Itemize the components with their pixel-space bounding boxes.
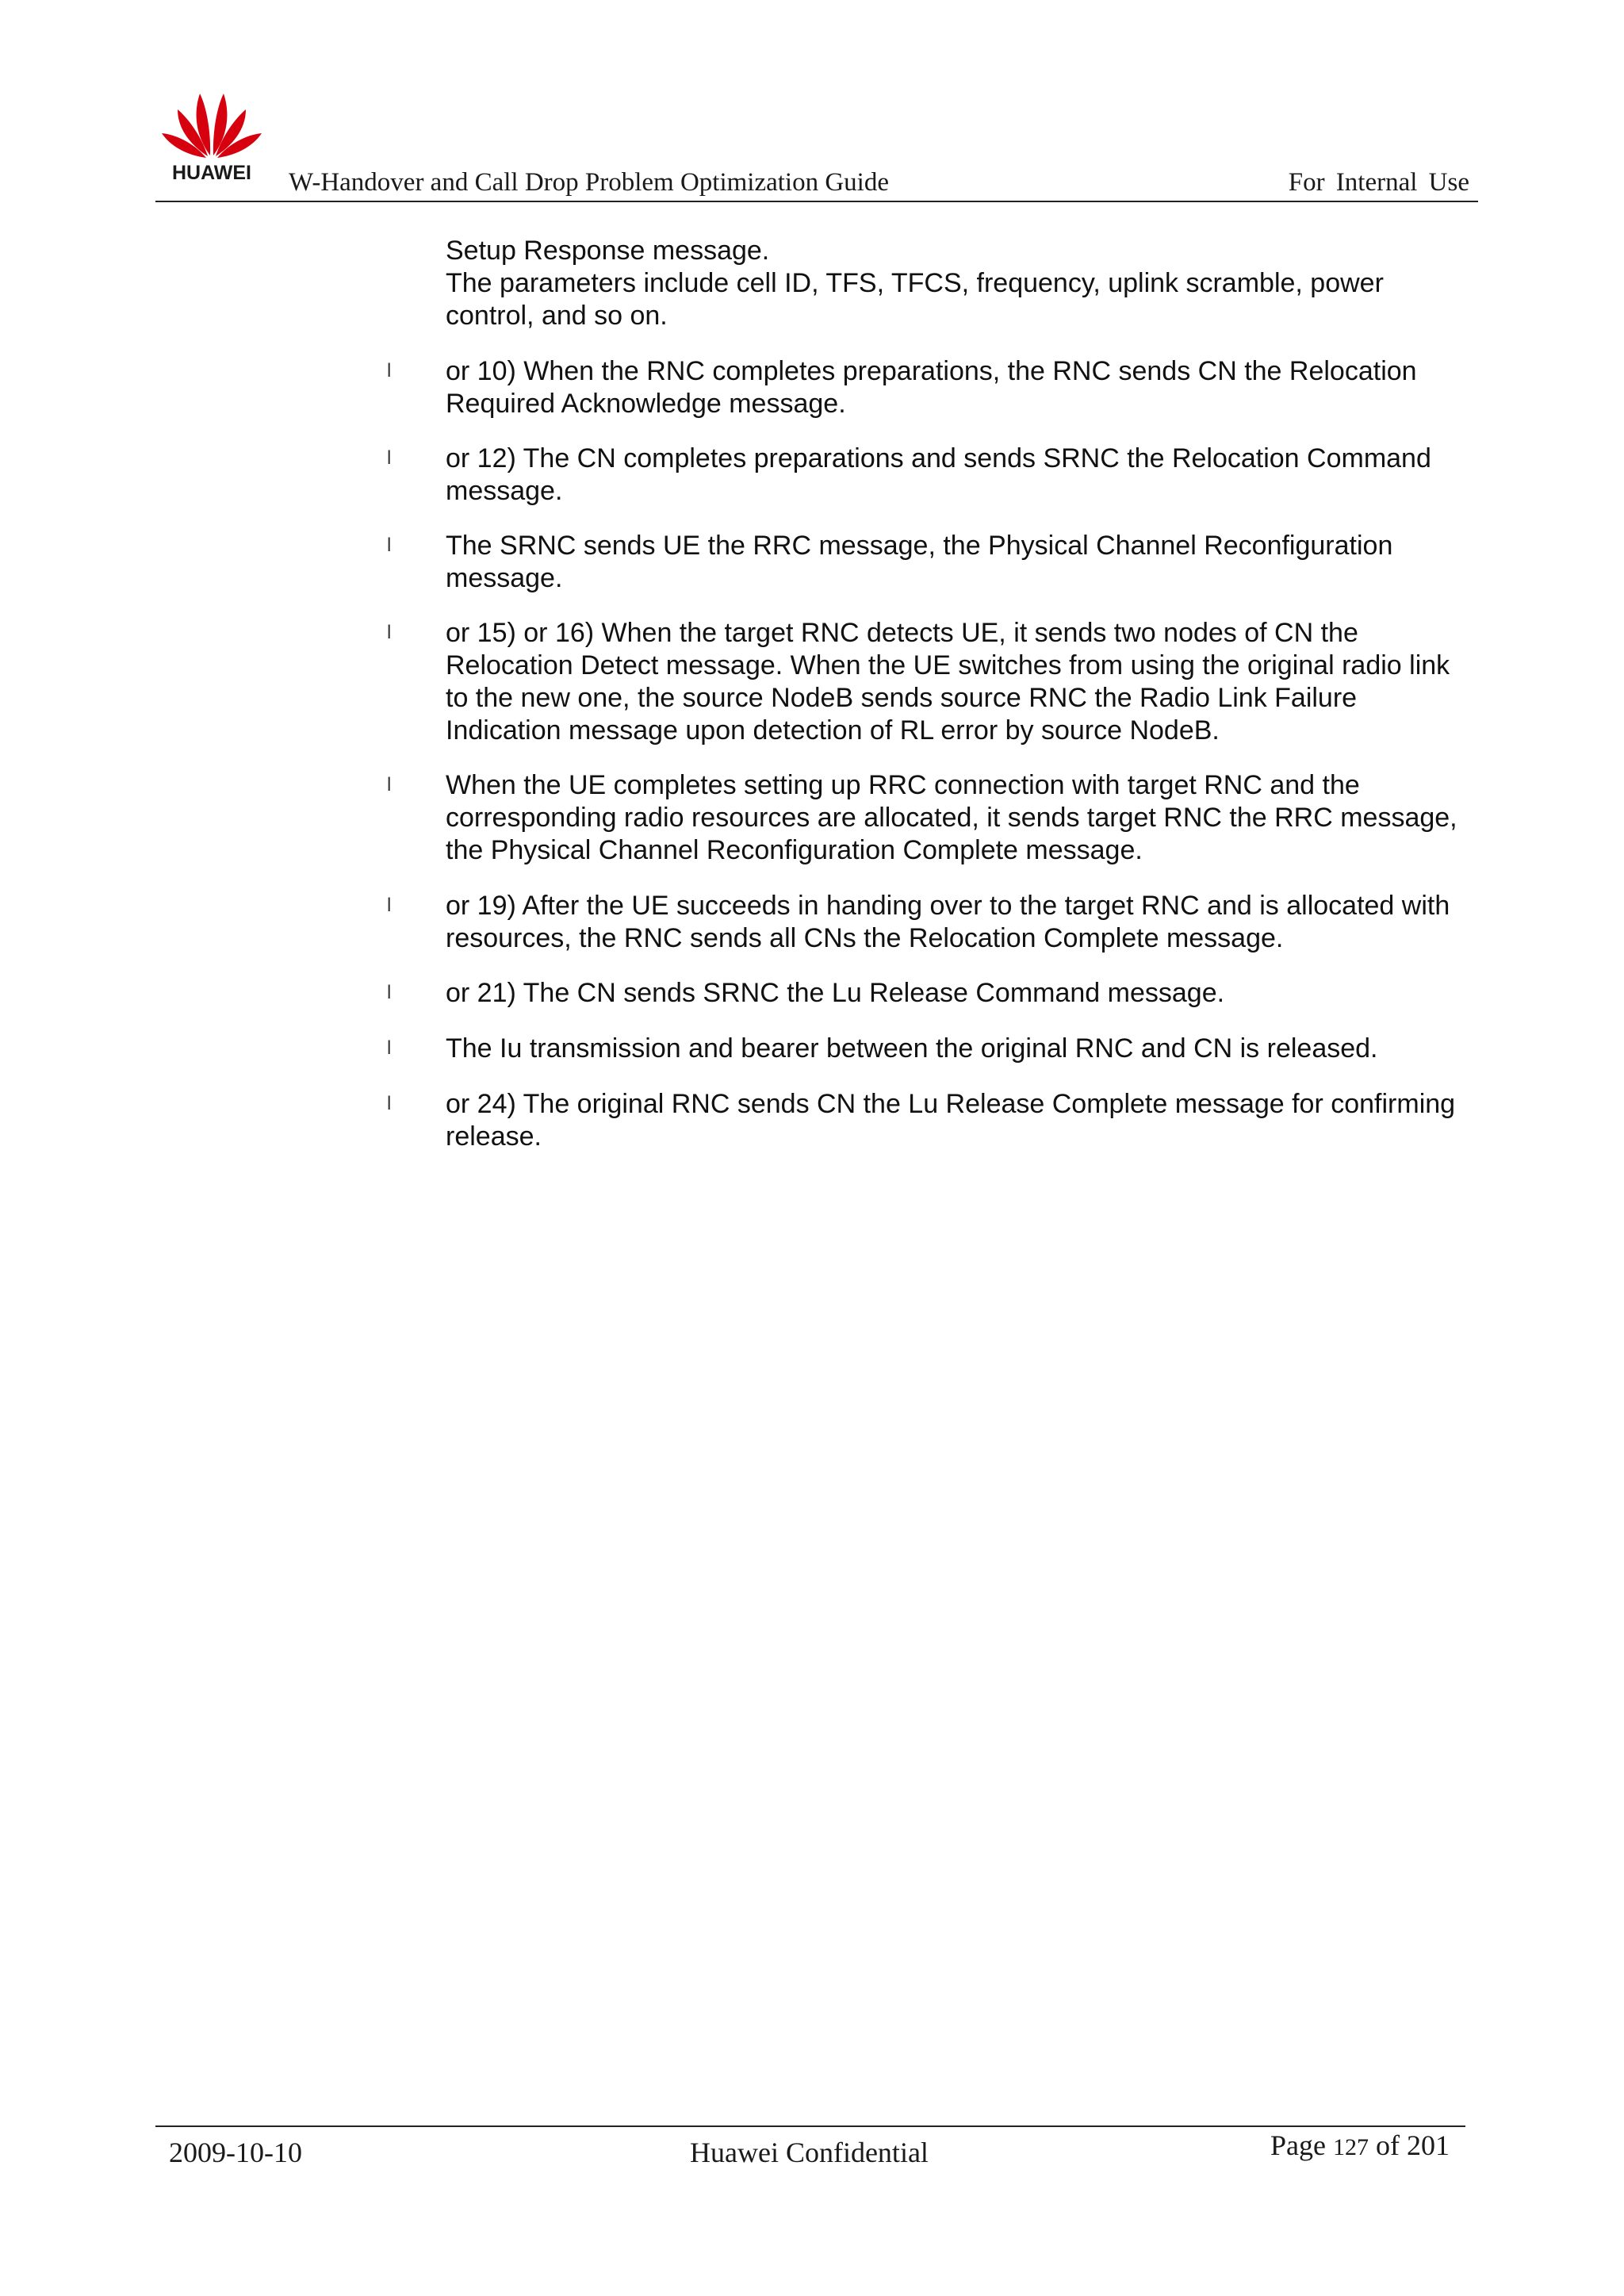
intro-line: The parameters include cell ID, TFS, TFCS, frequency, uplink scramble, power (446, 268, 1384, 298)
list-item-line: or 21) The CN sends SRNC the Lu Release Command message. (446, 978, 1225, 1008)
list-item-line: message. (446, 476, 563, 506)
list-item-line: the Physical Channel Reconfiguration Complete message. (446, 835, 1143, 865)
list-item-line: or 12) The CN completes preparations and sends SRNC the Relocation Command (446, 443, 1431, 473)
bullet-marker: l (387, 982, 392, 1003)
page-current: 127 (1332, 2134, 1369, 2160)
logo-wordmark: HUAWEI (172, 162, 251, 184)
list-item-line: or 19) After the UE succeeds in handing over to the target RNC and is allocated with (446, 891, 1450, 921)
list-item-line: Relocation Detect message. When the UE switches from using the original radio link (446, 650, 1450, 680)
header-rule (155, 201, 1478, 202)
huawei-petals-icon (160, 82, 263, 159)
document-title: W-Handover and Call Drop Problem Optimization Guide (289, 168, 890, 197)
list-item-line: corresponding radio resources are allocated, it sends target RNC the RRC message, (446, 803, 1457, 833)
page-label: Page (1270, 2129, 1326, 2161)
huawei-logo (159, 82, 265, 190)
footer-date: 2009-10-10 (169, 2137, 302, 2168)
list-item-line: or 15) or 16) When the target RNC detects UE, it sends two nodes of CN the (446, 618, 1358, 648)
classification-label: For Internal Use (1288, 168, 1469, 197)
bullet-marker: l (387, 1093, 392, 1114)
list-item-line: to the new one, the source NodeB sends source RNC the Radio Link Failure (446, 683, 1358, 713)
bullet-marker: l (387, 774, 392, 795)
bullet-marker: l (387, 895, 392, 916)
bullet-marker: l (387, 535, 392, 556)
list-item-line: Required Acknowledge message. (446, 389, 846, 419)
list-item-line: message. (446, 563, 563, 593)
bullet-marker: l (387, 1037, 392, 1059)
bullet-marker: l (387, 360, 392, 381)
list-item-line: The SRNC sends UE the RRC message, the Physical Channel Reconfiguration (446, 531, 1393, 561)
list-item-line: When the UE completes setting up RRC connection with target RNC and the (446, 770, 1360, 800)
bullet-marker: l (387, 622, 392, 643)
list-item-line: resources, the RNC sends all CNs the Relocation Complete message. (446, 923, 1284, 953)
list-item-line: The Iu transmission and bearer between the original RNC and CN is released. (446, 1033, 1378, 1064)
footer-confidential: Huawei Confidential (690, 2137, 929, 2168)
list-item-line: or 24) The original RNC sends CN the Lu Release Complete message for confirming (446, 1089, 1456, 1119)
list-item-line: Indication message upon detection of RL error by source NodeB. (446, 715, 1220, 746)
list-item-line: or 10) When the RNC completes preparations, the RNC sends CN the Relocation (446, 356, 1417, 386)
list-item-line: release. (446, 1121, 542, 1152)
intro-line: control, and so on. (446, 301, 668, 331)
footer-page-number (1270, 2129, 1450, 2162)
page-total: of 201 (1375, 2129, 1450, 2161)
footer-rule (155, 2125, 1465, 2127)
bullet-marker: l (387, 447, 392, 469)
intro-line: Setup Response message. (446, 236, 770, 266)
